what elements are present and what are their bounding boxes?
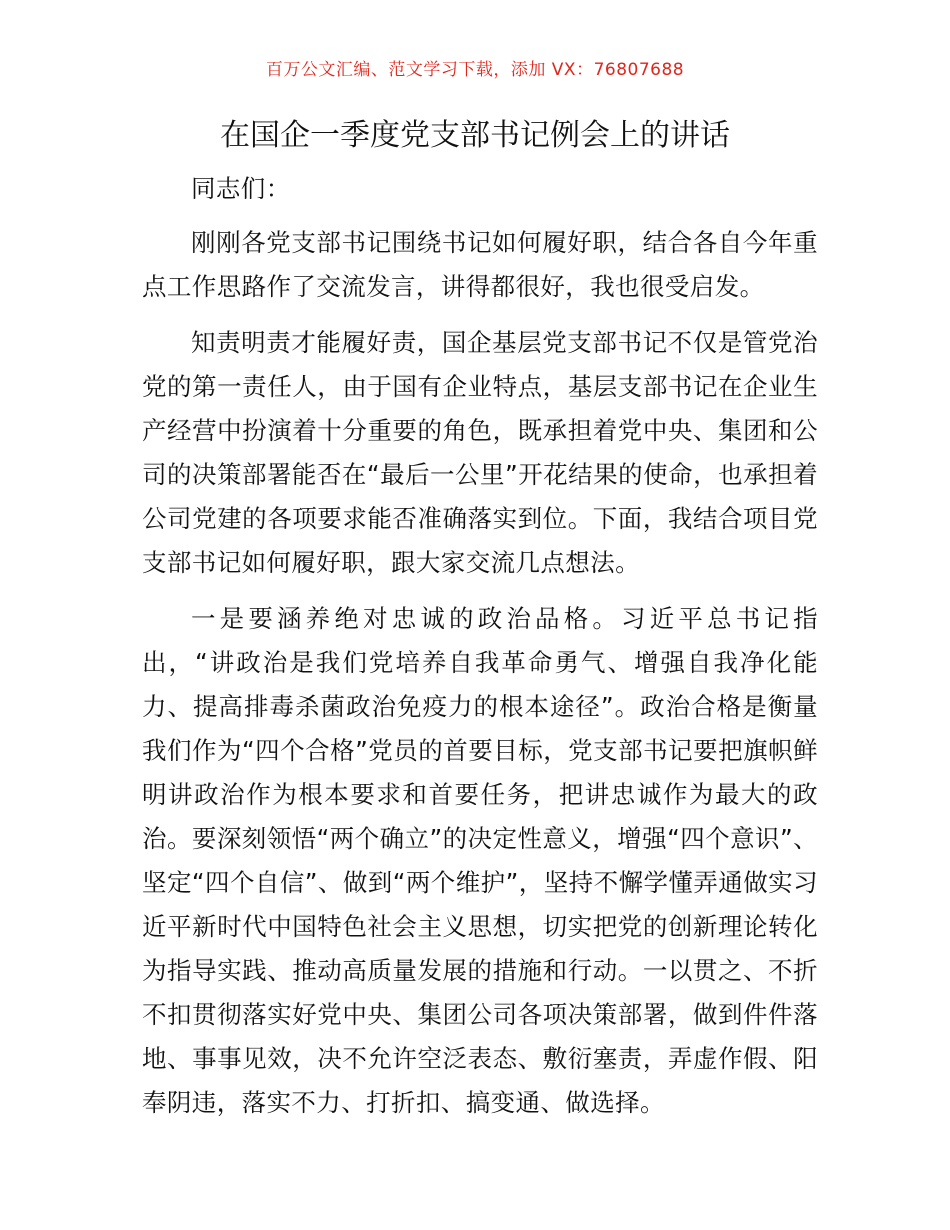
paragraph-2: 知责明责才能履好责，国企基层党支部书记不仅是管党治党的第一责任人，由于国有企业特点，基层支部书记在企业生产经营中扮演着十分重要的角色，既承担着党中央、集团和公司的决策部署能否在“最后一公里”开花结果的使命，也承担着公司党建的各项要求能否准确落实到位。下面，我结合项目党支部书记如何履好职，跟大家交流几点想法。 [142, 328, 818, 577]
salutation: 同志们： [191, 174, 291, 203]
paragraph-1: 刚刚各党支部书记围绕书记如何履好职，结合各自今年重点工作思路作了交流发言，讲得都很好，我也很受启发。 [142, 228, 818, 301]
watermark-banner: 百万公文汇编、范文学习下载，添加 VX：76807688 [265, 60, 685, 80]
document-body [142, 167, 818, 1125]
paragraph-3: 一是要涵养绝对忠诚的政治品格。习近平总书记指出，“讲政治是我们党培养自我革命勇气、增强自我净化能力、提高排毒杀菌政治免疫力的根本途径”。政治合格是衡量我们作为“四个合格”党员的首要目标，党支部书记要把旗帜鲜明讲政治作为根本要求和首要任务，把讲忠诚作为最大的政治。要深刻领悟“两个确立”的决定性意义，增强“四个意识”、坚定“四个自信”、做到“两个维护”，坚持不懈学懂弄通做实习近平新时代中国特色社会主义思想，切实把党的创新理论转化为指导实践、推动高质量发展的措施和行动。一以贯之、不折不扣贯彻落实好党中央、集团公司各项决策部署，做到件件落地、事事见效，决不允许空泛表态、敷衍塞责，弄虚作假、阳奉阴违，落实不力、打折扣、搞变通、做选择。 [142, 604, 818, 1117]
document-title: 在国企一季度党支部书记例会上的讲话 [220, 118, 730, 153]
